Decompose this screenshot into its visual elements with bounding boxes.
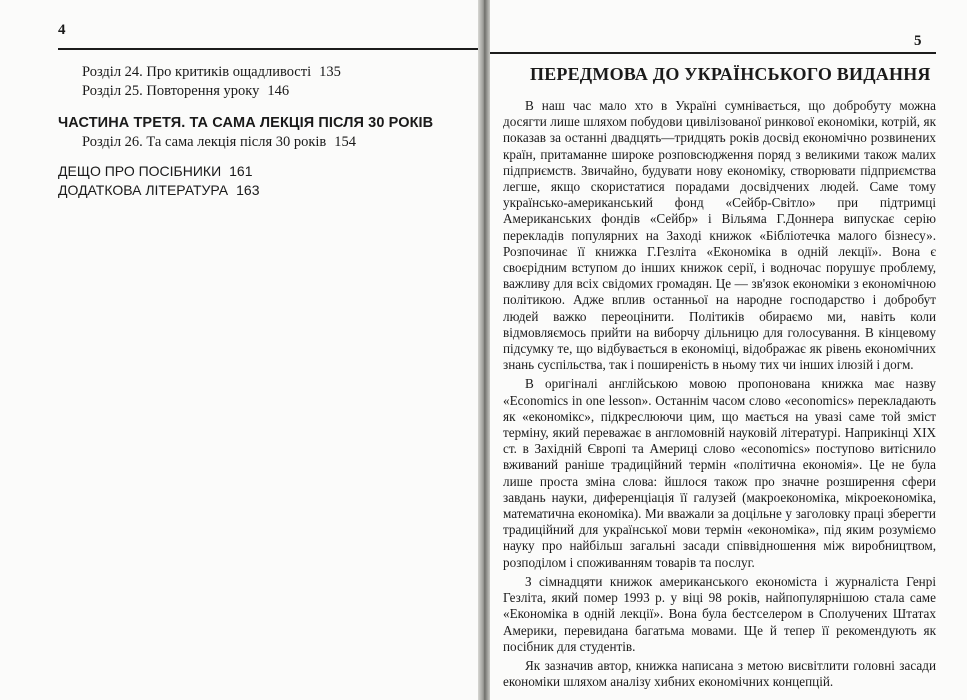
toc-part-heading: ЧАСТИНА ТРЕТЯ. ТА САМА ЛЕКЦІЯ ПІСЛЯ 30 РОКІВ: [58, 115, 434, 131]
paragraph: Як зазначив автор, книжка написана з метою висвітлити головні засади економіки шляхом аналізу хибних економічних концепцій.: [503, 657, 936, 690]
paragraph: В оригіналі англійською мовою пропонована книжка має назву «Economics in one lesson». Останнім часом слово «economics» перекладають як «економікс», підкреслюючи цим, що мається на увазі саме той зміст терміну, який переважає в англомовній науковій літературі. Наприкінці XIX ст. в Західній Європі та Америці слово «economics» поступово витіснило вживаний раніше традиційний термін «політична економія». Це не була лише проста зміна слова: йшлося також про значне розширення сфери завдань науки, диференціація її галузей (макроекономіка, мікроекономіка, математична економіка). Ми вважали за доцільне у заголовку праці зберегти традиційний для української мови термін «економіка», під яким розуміємо науку про найбільш загальні засади співвідношення між виробництвом, розподілом і споживанням товарів та послуг.: [503, 376, 936, 570]
toc-entry-page: 146: [267, 83, 290, 99]
toc-entry-label: Розділ 26. Та сама лекція після 30 років: [82, 134, 327, 150]
preface-title: ПЕРЕДМОВА ДО УКРАЇНСЬКОГО ВИДАННЯ: [530, 64, 931, 84]
header-rule-right: [490, 52, 936, 54]
page-number-right: 5: [914, 33, 922, 49]
toc-entry: [58, 63, 468, 82]
left-page: [0, 0, 478, 700]
page-number-left: 4: [58, 22, 66, 38]
toc-appendix-entry: [58, 162, 468, 181]
toc-entry-label: Розділ 24. Про критиків ощадливості: [82, 64, 312, 80]
table-of-contents: [58, 63, 468, 200]
toc-entry: [58, 133, 468, 152]
toc-entry-page: 154: [334, 134, 357, 150]
toc-entry: [58, 82, 468, 101]
right-page: [490, 0, 967, 700]
preface-body: [503, 98, 936, 693]
toc-entry-page: 161: [229, 163, 253, 179]
toc-entry-page: 163: [236, 182, 260, 198]
toc-entry-label: ДЕЩО ПРО ПОСІБНИКИ: [58, 163, 222, 179]
toc-entry-label: Розділ 25. Повторення уроку: [82, 83, 260, 99]
header-rule-left: [58, 48, 478, 50]
toc-appendix-entry: [58, 181, 468, 200]
book-gutter: [478, 0, 490, 700]
toc-entry-label: ДОДАТКОВА ЛІТЕРАТУРА: [58, 182, 229, 198]
paragraph: В наш час мало хто в Україні сумнівається, що добробуту можна досягти лише шляхом побудови цивілізованої ринкової економіки, котрій, як показав за останні двадцять—тридцять років досвід економічно розвинених країн, притаманне широке розповсюдження поряд з великими також малих підприємств. Звичайно, будувати нову економіку, створювати підприємства легше, якщо скористатися порадами досвідчених людей. Саме тому українсько-американський фонд «Сейбр-Світло» при підтримці Американських фондів «Сейбр» і Вільяма Г.Доннера випускає серію перекладів популярних на Заході книжок «Бібліотечка малого бізнесу». Розпочинає її книжка Г.Гезліта «Економіка в одній лекції». Вона є своєрідним вступом до інших книжок серії, і водночас порушує проблему, важливу для всіх свідомих громадян. Це — зв'язок економіки з економічною політикою. Адже вплив останньої на народне господарство і добробут людей важко переоцінити. Політиків обираємо ми, навіть коли відмовляємось прийти на виборчу дільницю для голосування. В кінцевому підсумку те, що відбувається в економіці, відображає як рівень економічних знань суспільства, так і поширеність в ньому тих чи інших ілюзій і догм.: [503, 98, 936, 373]
paragraph: З сімнадцяти книжок американського економіста і журналіста Генрі Гезліта, який помер 1993 р. у віці 98 років, найпопулярнішою стала саме «Економіка в одній лекції». Вона була бестселером в Сполучених Штатах Америки, перевидана багатьма мовами. Ще й тепер її рекомендують як посібник для студентів.: [503, 573, 936, 654]
toc-entry-page: 135: [319, 64, 341, 80]
